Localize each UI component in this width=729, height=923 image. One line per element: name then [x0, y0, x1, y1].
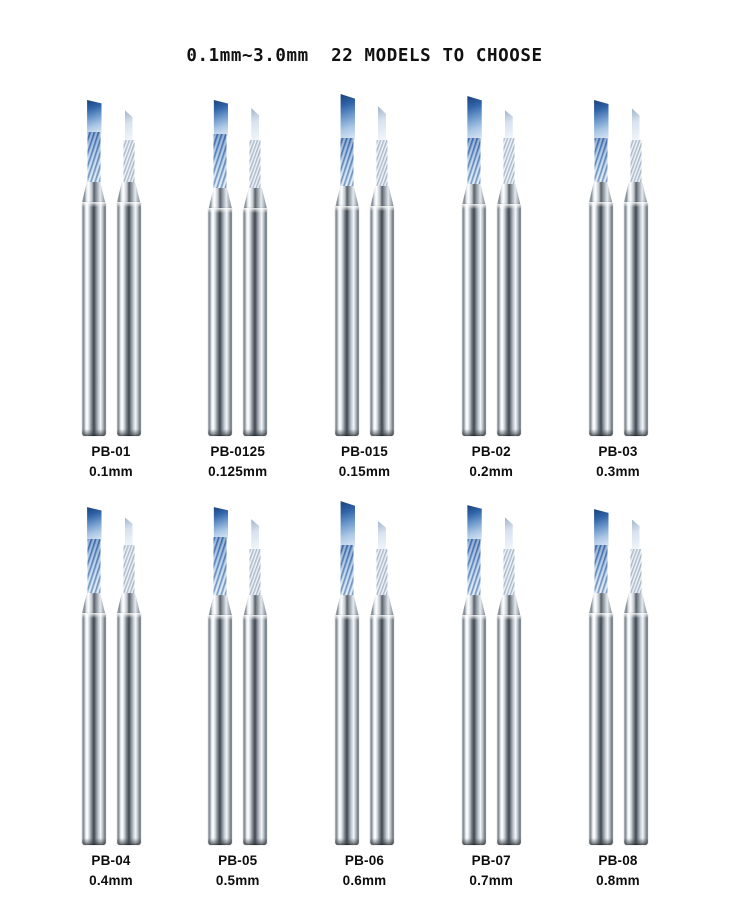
drill-bit-polished [623, 88, 649, 436]
product-model: PB-0125 [210, 444, 266, 459]
drill-flute-icon [503, 138, 514, 186]
drill-shank-icon [624, 613, 648, 845]
drill-shank-icon [370, 615, 394, 845]
drill-bit-pair [81, 497, 142, 845]
drill-shank-icon [243, 615, 267, 845]
drill-flute-icon [377, 549, 388, 597]
drill-bit-pair [461, 497, 522, 845]
product-size: 0.15mm [338, 463, 391, 479]
drill-point-icon [593, 509, 609, 547]
drill-neck-icon [82, 182, 106, 204]
drill-point-icon [466, 96, 482, 140]
product-cell [559, 88, 677, 481]
drill-shank-icon [82, 613, 106, 845]
product-cell [432, 497, 550, 890]
drill-flute-icon [341, 138, 354, 188]
drill-neck-icon [462, 184, 486, 206]
drill-point-icon [86, 507, 102, 541]
product-size: 0.8mm [596, 872, 640, 888]
drill-bit-coated [588, 88, 614, 436]
drill-shank-icon [462, 615, 486, 845]
drill-flute-icon [467, 539, 480, 597]
drill-point-icon [505, 110, 513, 140]
drill-bit-coated [461, 497, 487, 845]
drill-bit-coated [334, 497, 360, 845]
drill-neck-icon [624, 182, 648, 204]
drill-neck-icon [370, 595, 394, 617]
drill-shank-icon [117, 202, 141, 436]
drill-flute-icon [250, 140, 261, 190]
product-cell [306, 88, 424, 481]
drill-shank-icon [117, 613, 141, 845]
product-size: 0.6mm [342, 872, 387, 888]
drill-neck-icon [208, 188, 232, 210]
drill-bit-polished [369, 497, 395, 845]
product-model: PB-02 [471, 444, 511, 459]
drill-neck-icon [117, 182, 141, 204]
drill-bit-coated [588, 497, 614, 845]
drill-point-icon [125, 110, 133, 142]
drill-neck-icon [117, 593, 141, 615]
drill-shank-icon [208, 208, 232, 436]
drill-bit-pair [461, 88, 522, 436]
drill-shank-icon [589, 613, 613, 845]
product-model: PB-07 [471, 853, 511, 869]
product-label [89, 442, 133, 481]
drill-bit-polished [496, 497, 522, 845]
product-model: PB-03 [598, 444, 638, 459]
drill-neck-icon [497, 595, 521, 617]
drill-bit-coated [81, 88, 107, 436]
product-label [216, 851, 260, 890]
drill-neck-icon [208, 595, 232, 617]
drill-neck-icon [335, 186, 359, 208]
drill-neck-icon [243, 595, 267, 617]
drill-shank-icon [497, 615, 521, 845]
drill-shank-icon [208, 615, 232, 845]
drill-point-icon [632, 519, 640, 551]
product-label [596, 851, 640, 890]
product-cell [52, 497, 170, 890]
drill-flute-icon [250, 549, 261, 597]
drill-flute-icon [214, 134, 227, 190]
drill-neck-icon [462, 595, 486, 617]
drill-shank-icon [370, 206, 394, 436]
drill-point-icon [125, 517, 133, 547]
drill-point-icon [212, 100, 228, 136]
product-label [596, 442, 640, 481]
drill-flute-icon [123, 140, 134, 184]
product-cell [52, 88, 170, 481]
product-size: 0.4mm [89, 872, 133, 888]
product-model: PB-06 [344, 853, 385, 869]
product-model: PB-05 [218, 853, 258, 869]
drill-bit-polished [116, 497, 142, 845]
drill-point-icon [251, 519, 259, 551]
drill-neck-icon [589, 182, 613, 204]
product-label [469, 442, 513, 481]
product-label [469, 851, 513, 890]
drill-flute-icon [594, 545, 607, 595]
drill-shank-icon [335, 615, 359, 845]
drill-bit-polished [369, 88, 395, 436]
product-cell [179, 88, 297, 481]
drill-bit-pair [588, 88, 649, 436]
drill-bit-pair [81, 88, 142, 436]
drill-bit-polished [242, 497, 268, 845]
drill-bit-coated [461, 88, 487, 436]
product-label [343, 851, 387, 890]
drill-flute-icon [630, 140, 641, 184]
drill-shank-icon [624, 202, 648, 436]
drill-bit-polished [623, 497, 649, 845]
drill-flute-icon [214, 537, 227, 597]
product-model: PB-08 [598, 853, 638, 869]
drill-flute-icon [594, 138, 607, 184]
product-row [0, 88, 729, 481]
drill-shank-icon [497, 204, 521, 436]
product-size: 0.3mm [596, 463, 640, 479]
product-row [0, 497, 729, 890]
drill-neck-icon [82, 593, 106, 615]
drill-shank-icon [335, 206, 359, 436]
drill-flute-icon [123, 545, 134, 595]
product-model: PB-015 [341, 444, 388, 459]
product-label [339, 442, 390, 481]
drill-point-icon [505, 517, 513, 551]
drill-neck-icon [497, 184, 521, 206]
drill-flute-icon [503, 549, 514, 597]
product-cell [306, 497, 424, 890]
drill-bit-pair [207, 497, 268, 845]
product-cell [432, 88, 550, 481]
drill-point-icon [593, 100, 609, 140]
drill-point-icon [86, 100, 102, 134]
product-size: 0.7mm [469, 872, 514, 888]
drill-point-icon [378, 521, 386, 551]
product-grid [0, 88, 729, 890]
drill-point-icon [339, 94, 355, 140]
drill-flute-icon [87, 539, 100, 595]
drill-shank-icon [462, 204, 486, 436]
drill-point-icon [378, 106, 386, 142]
drill-bit-polished [242, 88, 268, 436]
drill-shank-icon [82, 202, 106, 436]
drill-neck-icon [624, 593, 648, 615]
drill-shank-icon [243, 208, 267, 436]
product-size: 0.125mm [208, 463, 268, 479]
product-cell [179, 497, 297, 890]
drill-point-icon [339, 501, 355, 547]
drill-neck-icon [589, 593, 613, 615]
drill-bit-pair [334, 497, 395, 845]
product-model: PB-04 [91, 853, 131, 869]
drill-point-icon [466, 505, 482, 541]
drill-bit-polished [116, 88, 142, 436]
drill-flute-icon [341, 545, 354, 597]
product-cell [559, 497, 677, 890]
drill-neck-icon [370, 186, 394, 208]
drill-bit-pair [588, 497, 649, 845]
drill-shank-icon [589, 202, 613, 436]
drill-neck-icon [335, 595, 359, 617]
product-size: 0.5mm [215, 872, 260, 888]
drill-point-icon [632, 108, 640, 142]
drill-bit-coated [81, 497, 107, 845]
drill-flute-icon [87, 132, 100, 184]
drill-flute-icon [467, 138, 480, 186]
drill-flute-icon [377, 140, 388, 188]
product-size: 0.2mm [469, 463, 514, 479]
drill-bit-pair [334, 88, 395, 436]
drill-bit-polished [496, 88, 522, 436]
product-label [89, 851, 133, 890]
drill-flute-icon [630, 549, 641, 595]
drill-point-icon [212, 507, 228, 539]
drill-bit-coated [207, 497, 233, 845]
page-title: 0.1mm~3.0mm 22 MODELS TO CHOOSE [186, 46, 543, 66]
drill-bit-coated [207, 88, 233, 436]
product-size: 0.1mm [89, 463, 133, 479]
drill-neck-icon [243, 188, 267, 210]
product-label [208, 442, 267, 481]
drill-point-icon [251, 108, 259, 142]
drill-bit-coated [334, 88, 360, 436]
product-model: PB-01 [91, 444, 131, 459]
drill-bit-pair [207, 88, 268, 436]
